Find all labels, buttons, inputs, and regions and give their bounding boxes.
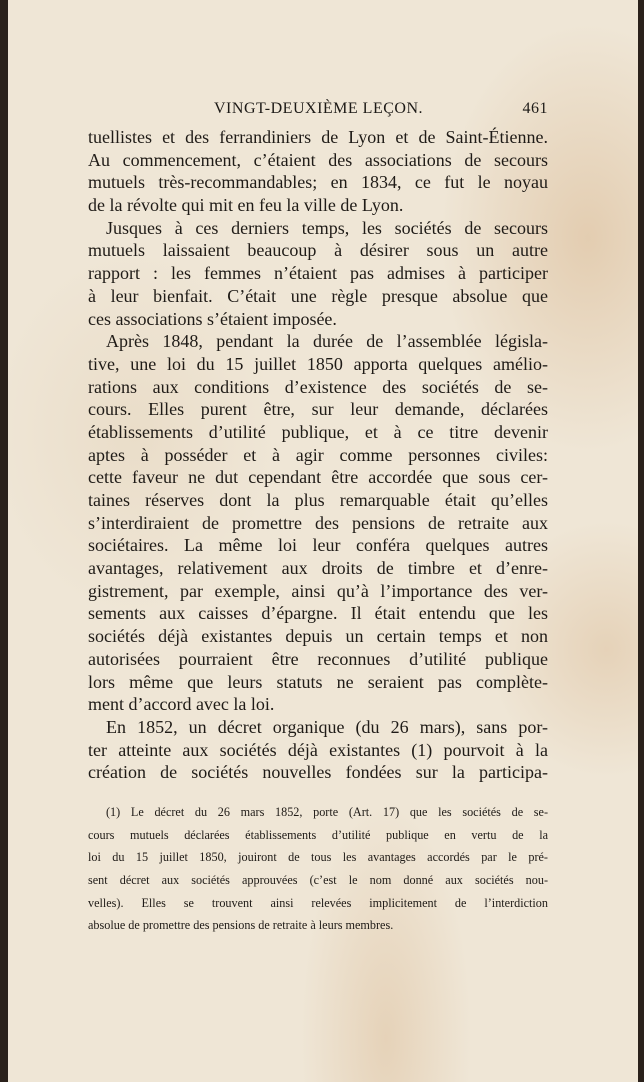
body-line: autorisées pourraient être reconnues d’utilité publique — [88, 648, 548, 669]
scan-edge-right — [638, 0, 644, 1082]
body-line: mutuels laissaient beaucoup à désirer sous un autre — [88, 240, 548, 261]
body-line: tive, une loi du 15 juillet 1850 apporta quelques amélio- — [88, 353, 548, 374]
footnote-line: sent décret aux sociétés approuvées (c’est le nom donné aux sociétés nou- — [88, 873, 548, 888]
body-line: mutuels très-recommandables; en 1834, ce fut le noyau — [88, 172, 548, 193]
body-line: à leur bienfait. C’était une règle presque absolue que — [88, 285, 548, 306]
body-line: rations aux conditions d’existence des sociétés de se- — [88, 376, 548, 397]
body-line: Après 1848, pendant la durée de l’assemblée législa- — [106, 331, 548, 352]
body-line: création de sociétés nouvelles fondées sur la participa- — [88, 762, 548, 783]
body-line: Au commencement, c’étaient des associations de secours — [88, 149, 548, 170]
body-line: s’interdiraient de promettre des pensions de retraite aux — [88, 512, 548, 533]
body-line: ment d’accord avec la loi. — [88, 694, 275, 715]
body-line: cours. Elles purent être, sur leur demande, déclarées — [88, 399, 548, 420]
body-line: taines réserves dont la plus remarquable était qu’elles — [88, 490, 548, 510]
body-line: aptes à posséder et à agir comme personnes civiles: — [88, 444, 548, 465]
body-line: tuellistes et des ferrandiniers de Lyon et de Saint-Étienne. — [88, 127, 548, 147]
body-line: cette faveur ne dut cependant être accordée que sous cer- — [88, 467, 548, 488]
body-line: établissements d’utilité publique, et à ce titre devenir — [88, 421, 548, 442]
footnote-line: absolue de promettre des pensions de retraite à leurs membres. — [88, 918, 394, 933]
body-line: gistrement, par exemple, ainsi qu’à l’importance des ver- — [88, 580, 548, 601]
footnote-line: loi du 15 juillet 1850, jouiront de tous les avantages accordés par le pré- — [88, 850, 548, 865]
footnote-line: velles). Elles se trouvent ainsi relevées implicitement de l’interdiction — [88, 895, 548, 910]
body-line: Jusques à ces derniers temps, les sociétés de secours — [106, 217, 548, 238]
book-page — [8, 0, 638, 1082]
body-line: ter atteinte aux sociétés déjà existantes (1) pourvoit à la — [88, 739, 548, 760]
body-line: lors même que leurs statuts ne seraient pas complète- — [88, 671, 548, 692]
body-line: de la révolte qui mit en feu la ville de Lyon. — [88, 195, 404, 216]
body-line: rapport : les femmes n’étaient pas admises à participer — [88, 263, 548, 284]
body-line: En 1852, un décret organique (du 26 mars), sans por- — [106, 716, 548, 737]
page-number: 461 — [522, 100, 548, 117]
running-title: VINGT-DEUXIÈME LEÇON. — [214, 100, 423, 117]
body-text — [88, 126, 548, 784]
scan-edge-left — [0, 0, 8, 1082]
body-line: ces associations s’étaient imposée. — [88, 308, 337, 329]
body-line: sements aux caisses d’épargne. Il était entendu que les — [88, 603, 548, 624]
footnotes — [88, 804, 548, 940]
body-line: sociétés déjà existantes depuis un certain temps et non — [88, 626, 548, 647]
footnote-line: (1) Le décret du 26 mars 1852, porte (Art. 17) que les sociétés de se- — [106, 805, 548, 819]
body-line: avantages, relativement aux droits de timbre et d’enre- — [88, 558, 548, 579]
footnote-line: cours mutuels déclarées établissements d’utilité publique en vertu de la — [88, 827, 548, 842]
body-line: sociétaires. La même loi leur conféra quelques autres — [88, 535, 548, 556]
